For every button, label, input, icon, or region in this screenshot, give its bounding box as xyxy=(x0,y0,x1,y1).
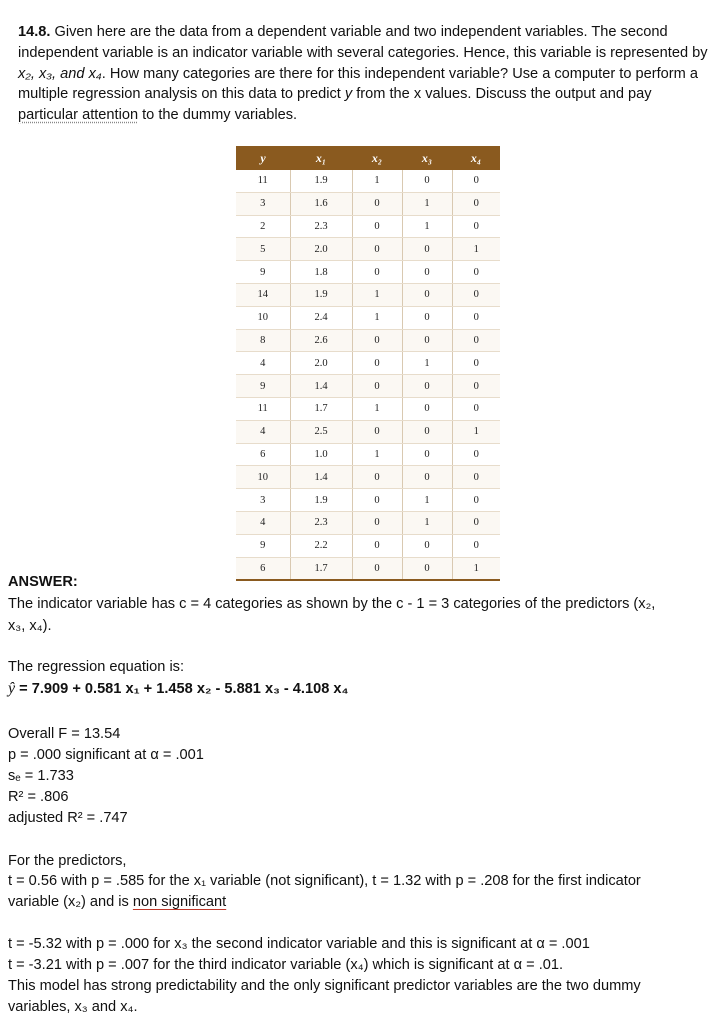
predictors-line-5: This model has strong predictability and the only significant predictor variables are the two dummy xyxy=(8,978,641,994)
table-cell: 2.2 xyxy=(290,534,352,557)
table-cell: 9 xyxy=(236,261,290,284)
question-part-2: . How many categories are there for this independent variable? Use a computer to perform a multiple regression analysis on this data to predict xyxy=(18,65,698,103)
table-cell: 0 xyxy=(452,397,500,420)
predictors-line-3: t = -5.32 with p = .000 for x₃ the second indicator variable and this is significant at α = .001 xyxy=(8,936,590,952)
equation-yhat: ŷ xyxy=(8,680,16,697)
table-cell: 0 xyxy=(402,261,452,284)
table-header-cell: y xyxy=(236,146,290,170)
table-cell: 14 xyxy=(236,283,290,306)
table-cell: 1 xyxy=(402,511,452,534)
table-cell: 0 xyxy=(352,557,402,580)
table-row xyxy=(236,420,500,443)
table-cell: 0 xyxy=(452,511,500,534)
table-cell: 1 xyxy=(352,283,402,306)
table-cell: 0 xyxy=(452,443,500,466)
stat-se: sₑ = 1.733 xyxy=(8,768,74,784)
table-row xyxy=(236,534,500,557)
table-cell: 0 xyxy=(352,261,402,284)
table-cell: 0 xyxy=(402,397,452,420)
table-cell: 1 xyxy=(402,215,452,238)
table-cell: 0 xyxy=(402,420,452,443)
table-row xyxy=(236,557,500,580)
table-cell: 1.9 xyxy=(290,170,352,192)
table-row xyxy=(236,215,500,238)
table-row xyxy=(236,443,500,466)
question-number: 14.8. xyxy=(18,24,51,40)
table-row xyxy=(236,397,500,420)
table-cell: 0 xyxy=(452,261,500,284)
stat-r-squared: R² = .806 xyxy=(8,789,69,805)
table-cell: 3 xyxy=(236,489,290,512)
table-row xyxy=(236,489,500,512)
table-cell: 1 xyxy=(452,557,500,580)
table-cell: 6 xyxy=(236,557,290,580)
table-cell: 2.4 xyxy=(290,306,352,329)
table-row xyxy=(236,238,500,261)
table-cell: 0 xyxy=(452,170,500,192)
table-cell: 0 xyxy=(352,329,402,352)
table-cell: 1 xyxy=(402,352,452,375)
data-table xyxy=(236,146,500,581)
non-significant-phrase: non significant xyxy=(132,894,227,910)
table-header-cell: x₃ xyxy=(402,146,452,170)
table-row xyxy=(236,329,500,352)
question-part-3: from the x values. Discuss the output and pay xyxy=(352,86,652,103)
table-cell: 1 xyxy=(402,192,452,215)
table-cell: 11 xyxy=(236,170,290,192)
table-cell: 2.6 xyxy=(290,329,352,352)
table-cell: 1.7 xyxy=(290,397,352,420)
table-cell: 4 xyxy=(236,352,290,375)
predictors-line-2-text: variable (x₂) and is xyxy=(8,894,133,910)
table-cell: 0 xyxy=(452,375,500,398)
table-cell: 0 xyxy=(452,489,500,512)
predictors-line-1: t = 0.56 with p = .585 for the x₁ variable (not significant), t = 1.32 with p = .208 for the first indicator xyxy=(8,873,641,889)
table-cell: 0 xyxy=(352,375,402,398)
table-cell: 0 xyxy=(452,352,500,375)
table-cell: 0 xyxy=(352,466,402,489)
table-row xyxy=(236,306,500,329)
table-cell: 0 xyxy=(402,306,452,329)
stat-p-value: p = .000 significant at α = .001 xyxy=(8,747,204,763)
table-row xyxy=(236,375,500,398)
question-dotted-phrase: particular attention xyxy=(18,107,139,124)
equation-terms: = 7.909 + 0.581 x₁ + 1.458 x₂ - 5.881 x₃ - 4.108 x₄ xyxy=(15,681,349,697)
table-cell: 4 xyxy=(236,511,290,534)
categories-line-2: x₃, x₄). xyxy=(8,618,52,634)
table-cell: 0 xyxy=(352,511,402,534)
table-row xyxy=(236,261,500,284)
answer-heading: ANSWER: xyxy=(8,574,78,590)
predictors-line-4: t = -3.21 with p = .007 for the third indicator variable (x₄) which is significant at α = .01. xyxy=(8,957,564,973)
table-cell: 0 xyxy=(352,238,402,261)
table-cell: 0 xyxy=(352,420,402,443)
table-cell: 1 xyxy=(352,170,402,192)
table-cell: 10 xyxy=(236,306,290,329)
table-cell: 9 xyxy=(236,375,290,398)
table-cell: 0 xyxy=(402,329,452,352)
predictors-intro: For the predictors, xyxy=(8,853,127,869)
table-row xyxy=(236,511,500,534)
stat-overall-f: Overall F = 13.54 xyxy=(8,726,121,742)
table-cell: 1.9 xyxy=(290,283,352,306)
table-cell: 2.0 xyxy=(290,352,352,375)
table-cell: 1.9 xyxy=(290,489,352,512)
table-header-row xyxy=(236,146,500,170)
table-cell: 0 xyxy=(452,466,500,489)
table-cell: 0 xyxy=(352,489,402,512)
table-cell: 1 xyxy=(352,397,402,420)
table-row xyxy=(236,192,500,215)
categories-line-1: The indicator variable has c = 4 categories as shown by the c - 1 = 3 categories of the predictors (x₂, xyxy=(8,596,656,612)
table-cell: 3 xyxy=(236,192,290,215)
table-cell: 0 xyxy=(402,466,452,489)
table-row xyxy=(236,352,500,375)
table-cell: 2.0 xyxy=(290,238,352,261)
table-cell: 10 xyxy=(236,466,290,489)
table-cell: 0 xyxy=(452,283,500,306)
table-cell: 0 xyxy=(402,534,452,557)
table-cell: 1 xyxy=(352,306,402,329)
table-cell: 4 xyxy=(236,420,290,443)
table-cell: 2.3 xyxy=(290,215,352,238)
question-vars: x₂, x₃, and x₄ xyxy=(18,65,102,82)
table-cell: 0 xyxy=(452,192,500,215)
table-cell: 0 xyxy=(452,215,500,238)
table-cell: 1 xyxy=(452,420,500,443)
table-cell: 2.5 xyxy=(290,420,352,443)
table-cell: 1 xyxy=(452,238,500,261)
table-cell: 0 xyxy=(452,306,500,329)
table-cell: 0 xyxy=(402,170,452,192)
table-cell: 0 xyxy=(402,283,452,306)
table-cell: 0 xyxy=(352,215,402,238)
table-cell: 0 xyxy=(402,375,452,398)
table-row xyxy=(236,170,500,192)
table-body xyxy=(236,170,500,580)
stat-adjusted-r-squared: adjusted R² = .747 xyxy=(8,810,128,826)
table-cell: 2 xyxy=(236,215,290,238)
table-cell: 1 xyxy=(402,489,452,512)
predictors-line-6: variables, x₃ and x₄. xyxy=(8,999,138,1015)
table-cell: 1.4 xyxy=(290,375,352,398)
table-header-cell: x₁ xyxy=(290,146,352,170)
table-row xyxy=(236,466,500,489)
table-cell: 6 xyxy=(236,443,290,466)
table-cell: 0 xyxy=(352,352,402,375)
table-cell: 0 xyxy=(452,534,500,557)
table-cell: 11 xyxy=(236,397,290,420)
table-cell: 1 xyxy=(352,443,402,466)
table-cell: 8 xyxy=(236,329,290,352)
table-cell: 1.8 xyxy=(290,261,352,284)
table-cell: 1.6 xyxy=(290,192,352,215)
table-cell: 2.3 xyxy=(290,511,352,534)
table-cell: 1.7 xyxy=(290,557,352,580)
table-cell: 9 xyxy=(236,534,290,557)
table-cell: 0 xyxy=(452,329,500,352)
question-part-4: to the dummy variables. xyxy=(138,107,298,124)
table-row xyxy=(236,283,500,306)
equation-intro: The regression equation is: xyxy=(8,659,185,675)
table-cell: 1.4 xyxy=(290,466,352,489)
table-cell: 0 xyxy=(402,238,452,261)
question-y: y xyxy=(344,86,353,103)
table-cell: 0 xyxy=(402,557,452,580)
table-cell: 0 xyxy=(402,443,452,466)
regression-equation xyxy=(8,679,348,699)
question-part-1: Given here are the data from a dependent variable and two independent variables. The second independent variable is an indicator variable with several categories. Hence, this variable is represented by xyxy=(18,24,708,61)
question-text xyxy=(18,22,708,126)
predictors-line-2 xyxy=(8,892,226,912)
table-cell: 5 xyxy=(236,238,290,261)
table-cell: 0 xyxy=(352,192,402,215)
table-cell: 1.0 xyxy=(290,443,352,466)
table-header-cell: x₂ xyxy=(352,146,402,170)
table-cell: 0 xyxy=(352,534,402,557)
table-header-cell: x₄ xyxy=(452,146,500,170)
